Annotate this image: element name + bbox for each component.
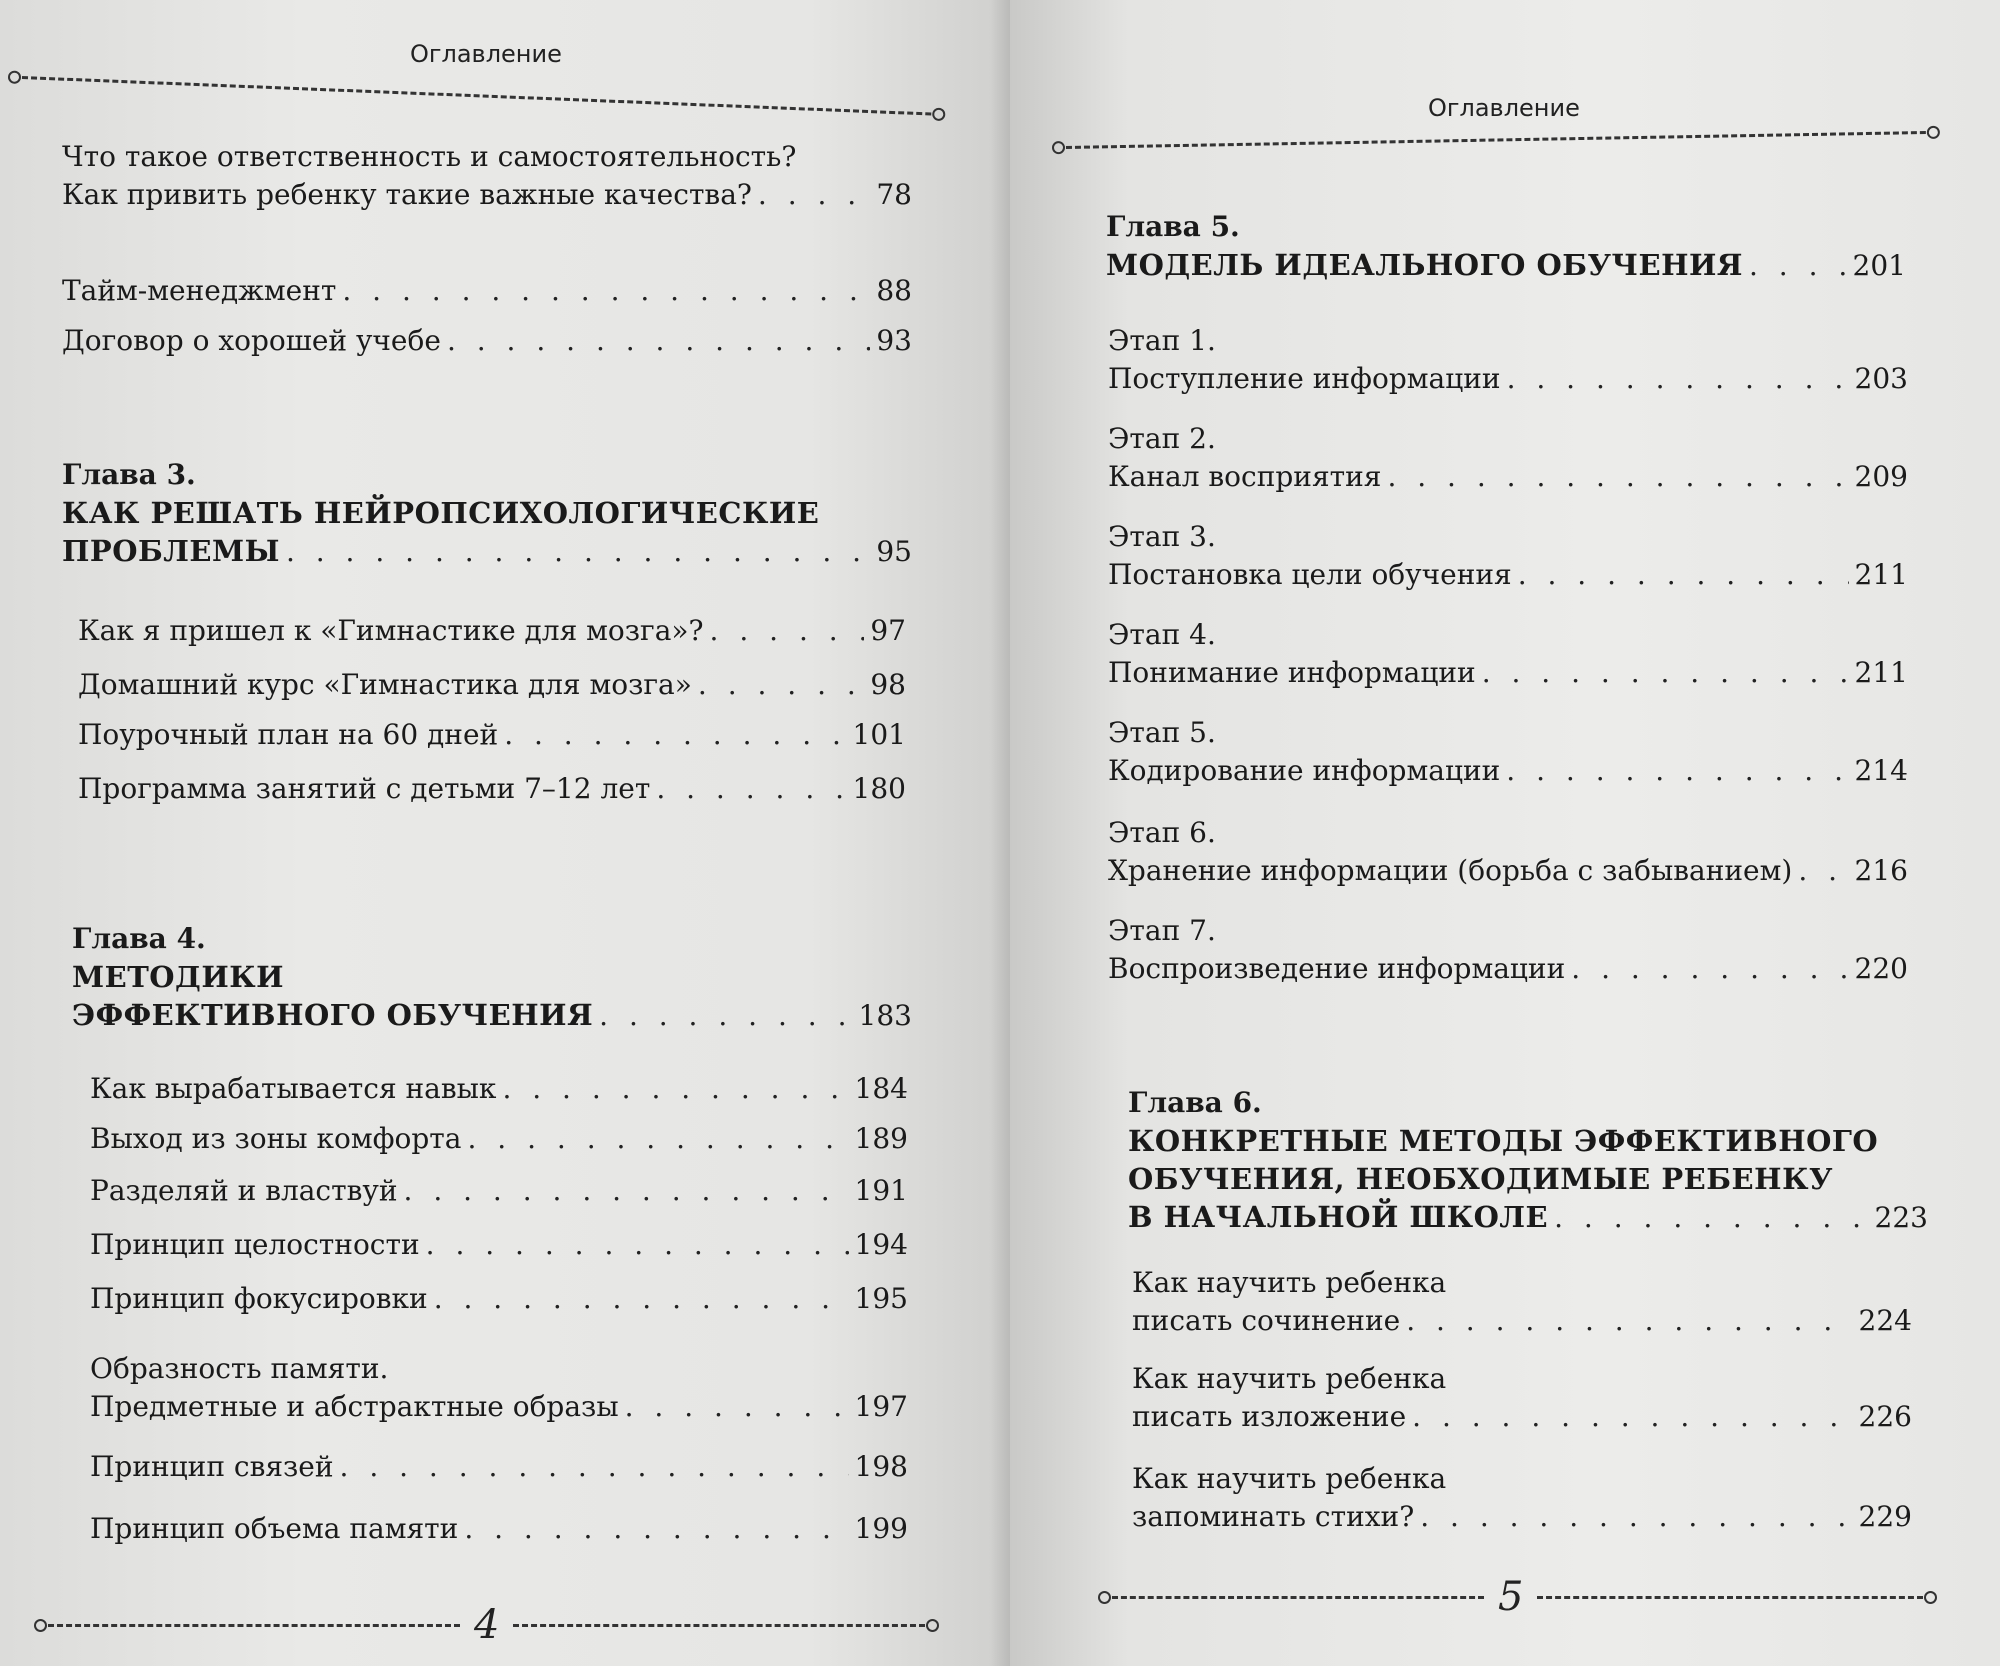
leader-dots <box>1749 247 1847 285</box>
leader-dots <box>1506 752 1848 790</box>
entry-title-line: Договор о хорошей учебе <box>62 324 441 357</box>
page-ref: 184 <box>854 1072 908 1105</box>
leader-dots <box>464 1510 848 1548</box>
leader-dots <box>1406 1302 1852 1340</box>
entry-title-line: Этап 3. <box>1108 520 1216 553</box>
left-top-rule <box>22 76 931 116</box>
entry-title-line: Программа занятий с детьми 7–12 лет <box>78 772 651 805</box>
toc-entry[interactable] <box>1108 814 1908 890</box>
leader-dots <box>625 1388 849 1426</box>
entry-title-line: Постановка цели обучения <box>1108 558 1512 591</box>
entry-title-line: Как научить ребенка <box>1132 1266 1447 1299</box>
toc-entry[interactable] <box>78 716 906 754</box>
entry-title-line: Поурочный план на 60 дней <box>78 718 499 751</box>
chapter-title-line: В НАЧАЛЬНОЙ ШКОЛЕ <box>1128 1200 1549 1234</box>
page-ref: 216 <box>1854 854 1908 887</box>
leader-dots <box>599 997 852 1035</box>
toc-entry[interactable] <box>78 770 906 808</box>
leader-dots <box>342 272 870 310</box>
leader-dots <box>286 533 870 571</box>
right-running-head: Оглавление <box>1428 94 1580 122</box>
leader-dots <box>1482 654 1849 692</box>
page-ref: 226 <box>1858 1400 1912 1433</box>
page-ref: 195 <box>854 1282 908 1315</box>
footer-rule-right <box>1537 1596 1923 1599</box>
entry-title-line: Как вырабатывается навык <box>90 1072 497 1105</box>
page-ref: 201 <box>1852 249 1906 282</box>
leader-dots <box>502 1070 848 1108</box>
toc-entry[interactable] <box>90 1070 908 1108</box>
page-ref: 95 <box>876 535 912 568</box>
entry-title-line: Этап 2. <box>1108 422 1216 455</box>
leader-dots <box>1420 1498 1852 1536</box>
chapter-label: Глава 5. <box>1106 210 1240 243</box>
leader-dots <box>1387 458 1848 496</box>
chapter-4 <box>72 920 912 1035</box>
toc-entry[interactable] <box>1108 912 1908 988</box>
entry-title-line: Образность памяти. <box>90 1352 389 1385</box>
right-footer <box>1112 1574 1923 1620</box>
toc-entry[interactable] <box>78 612 906 650</box>
chapter-6 <box>1128 1084 1928 1237</box>
leader-dots <box>1798 852 1848 890</box>
chapter-title-line: КАК РЕШАТЬ НЕЙРОПСИХОЛОГИЧЕСКИЕ <box>62 496 820 530</box>
chapter-title-line: МОДЕЛЬ ИДЕАЛЬНОГО ОБУЧЕНИЯ <box>1106 248 1743 282</box>
chapter-label: Глава 6. <box>1128 1086 1262 1119</box>
entry-title-line: Домашний курс «Гимнастика для мозга» <box>78 668 692 701</box>
entry-title-line: Поступление информации <box>1108 362 1501 395</box>
page-ref: 191 <box>854 1174 908 1207</box>
toc-entry[interactable] <box>90 1350 908 1426</box>
toc-entry[interactable] <box>90 1510 908 1548</box>
page-ref: 220 <box>1854 952 1908 985</box>
page-ref: 209 <box>1854 460 1908 493</box>
toc-entry[interactable] <box>62 272 912 310</box>
toc-entry[interactable] <box>1108 322 1908 398</box>
leader-dots <box>1507 360 1849 398</box>
left-running-head: Оглавление <box>410 40 562 68</box>
page-ref: 194 <box>854 1228 908 1261</box>
entry-title-line: Разделяй и властвуй <box>90 1174 398 1207</box>
page-ref: 189 <box>854 1122 908 1155</box>
toc-entry[interactable] <box>1108 616 1908 692</box>
page-ref: 199 <box>854 1512 908 1545</box>
leader-dots <box>758 176 870 214</box>
entry-title-line: Как научить ребенка <box>1132 1462 1447 1495</box>
entry-title-line: Предметные и абстрактные образы <box>90 1390 619 1423</box>
leader-dots <box>1554 1199 1868 1237</box>
page-ref: 211 <box>1854 656 1908 689</box>
page-ref: 223 <box>1874 1201 1928 1234</box>
toc-entry[interactable] <box>1132 1460 1912 1536</box>
toc-entry[interactable] <box>1108 518 1908 594</box>
toc-entry[interactable] <box>1108 420 1908 496</box>
chapter-title-line: ЭФФЕКТИВНОГО ОБУЧЕНИЯ <box>72 998 594 1032</box>
page-ref: 101 <box>852 718 906 751</box>
toc-entry[interactable] <box>90 1226 908 1264</box>
page-ref: 214 <box>1854 754 1908 787</box>
toc-entry[interactable] <box>90 1448 908 1486</box>
toc-entry[interactable] <box>72 958 912 1035</box>
entry-title-line: Принцип фокусировки <box>90 1282 428 1315</box>
chapter-title-line: ПРОБЛЕМЫ <box>62 534 280 568</box>
entry-title-line: Как я пришел к «Гимнастике для мозга»? <box>78 614 704 647</box>
entry-title-line: Тайм-менеджмент <box>62 274 337 307</box>
leader-dots <box>404 1172 849 1210</box>
page-ref: 97 <box>870 614 906 647</box>
page-ref: 88 <box>876 274 912 307</box>
page-ref: 78 <box>876 178 912 211</box>
page-ref: 183 <box>858 999 912 1032</box>
chapter-5 <box>1106 208 1906 285</box>
entry-title-line: Воспроизведение информации <box>1108 952 1566 985</box>
page-number: 5 <box>1498 1574 1524 1620</box>
footer-rule-right <box>513 1624 925 1627</box>
entry-title-line: Этап 4. <box>1108 618 1216 651</box>
entry-title-line: Принцип объема памяти <box>90 1512 459 1545</box>
leader-dots <box>1518 556 1849 594</box>
toc-entry[interactable] <box>62 494 912 571</box>
leader-dots <box>434 1280 849 1318</box>
leader-dots <box>656 770 846 808</box>
leader-dots <box>467 1120 848 1158</box>
page-ref: 93 <box>876 324 912 357</box>
page-ref: 198 <box>854 1450 908 1483</box>
entry-title-line: Выход из зоны комфорта <box>90 1122 462 1155</box>
page-ref: 224 <box>1858 1304 1912 1337</box>
page-ref: 203 <box>1854 362 1908 395</box>
page-ref: 98 <box>870 668 906 701</box>
entry-title-line: Канал восприятия <box>1108 460 1382 493</box>
entry-title-line: Как научить ребенка <box>1132 1362 1447 1395</box>
page-ref: 211 <box>1854 558 1908 591</box>
left-footer <box>48 1602 925 1648</box>
toc-entry[interactable] <box>62 322 912 360</box>
toc-entry[interactable] <box>1132 1360 1912 1436</box>
chapter-label: Глава 4. <box>72 922 206 955</box>
leader-dots <box>1571 950 1848 988</box>
toc-entry[interactable] <box>90 1120 908 1158</box>
entry-title-line: писать сочинение <box>1132 1304 1401 1337</box>
entry-title-line: Этап 5. <box>1108 716 1216 749</box>
entry-title-line: Как привить ребенку такие важные качества? <box>62 178 752 211</box>
entry-title-line: Этап 1. <box>1108 324 1216 357</box>
toc-entry[interactable] <box>62 138 912 214</box>
leader-dots <box>447 322 870 360</box>
entry-title-line: запоминать стихи? <box>1132 1500 1415 1533</box>
entry-title-line: Принцип целостности <box>90 1228 420 1261</box>
entry-title-line: Хранение информации (борьба с забыванием) <box>1108 854 1793 887</box>
toc-entry[interactable] <box>1106 246 1906 285</box>
chapter-title-line: ОБУЧЕНИЯ, НЕОБХОДИМЫЕ РЕБЕНКУ <box>1128 1162 1833 1196</box>
entry-title-line: Этап 6. <box>1108 816 1216 849</box>
leader-dots <box>1412 1398 1852 1436</box>
entry-title-line: Принцип связей <box>90 1450 334 1483</box>
toc-entry[interactable] <box>1128 1122 1928 1237</box>
page-ref: 180 <box>852 772 906 805</box>
page-ref: 229 <box>1858 1500 1912 1533</box>
footer-rule-left <box>1112 1596 1484 1599</box>
leader-dots <box>698 666 864 704</box>
entry-title-line: Этап 7. <box>1108 914 1216 947</box>
page-ref: 197 <box>854 1390 908 1423</box>
toc-entry[interactable] <box>1132 1264 1912 1340</box>
toc-entry[interactable] <box>78 666 906 704</box>
entry-title-line: писать изложение <box>1132 1400 1407 1433</box>
entry-title-line: Кодирование информации <box>1108 754 1501 787</box>
entry-title-line: Что такое ответственность и самостоятельность? <box>62 140 797 173</box>
right-top-rule <box>1066 131 1926 149</box>
right-page <box>1010 0 2000 1666</box>
leader-dots <box>340 1448 849 1486</box>
toc-entry[interactable] <box>90 1172 908 1210</box>
entry-title-line: Понимание информации <box>1108 656 1476 689</box>
chapter-title-line: МЕТОДИКИ <box>72 960 285 994</box>
leader-dots <box>504 716 846 754</box>
chapter-label: Глава 3. <box>62 458 196 491</box>
footer-rule-left <box>48 1624 460 1627</box>
toc-entry[interactable] <box>90 1280 908 1318</box>
page-number: 4 <box>474 1602 500 1648</box>
chapter-3 <box>62 456 912 571</box>
chapter-title-line: КОНКРЕТНЫЕ МЕТОДЫ ЭФФЕКТИВНОГО <box>1128 1124 1879 1158</box>
leader-dots <box>426 1226 849 1264</box>
leader-dots <box>710 612 865 650</box>
toc-entry[interactable] <box>1108 714 1908 790</box>
